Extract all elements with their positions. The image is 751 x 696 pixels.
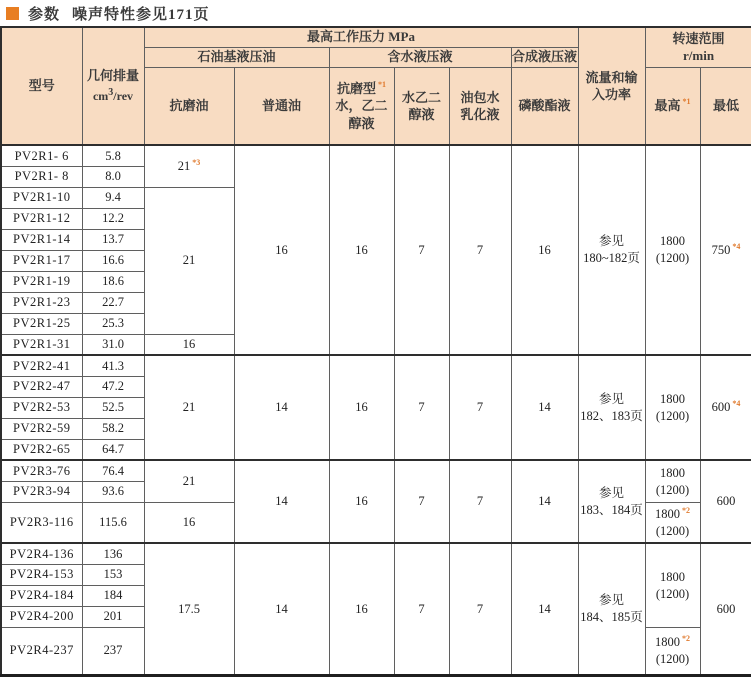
emulsion-value: 7 xyxy=(449,460,511,543)
cell-line: 1800 $^{*2}$ xyxy=(655,505,691,521)
ordinary-oil-value: 14 xyxy=(234,543,329,675)
model-cell: PV2R3-94 xyxy=(1,481,82,502)
max-speed-value xyxy=(645,145,700,355)
model-cell: PV2R4-200 xyxy=(1,606,82,627)
cell-line: 参见 xyxy=(599,593,625,608)
displacement-cell: 31.0 xyxy=(82,334,144,355)
antiwear-oil-value: 21 $^{*3}$ xyxy=(144,145,234,187)
table-row xyxy=(1,355,751,376)
cell-line: 水乙二 xyxy=(401,89,441,105)
footnote-mark: *2 xyxy=(682,633,691,643)
model-cell: PV2R4-237 xyxy=(1,627,82,675)
max-speed-header: 最高 $^{*1}$ xyxy=(645,67,700,145)
model-column-header: 型号 xyxy=(1,27,82,145)
flow-power-ref xyxy=(578,355,645,460)
model-cell: PV2R1-31 xyxy=(1,334,82,355)
footnote-mark: *4 xyxy=(732,399,741,409)
displacement-cell: 237 xyxy=(82,627,144,675)
model-cell: PV2R2-41 xyxy=(1,355,82,376)
cell-line: 180~182页 xyxy=(583,251,640,266)
displacement-cell: 201 xyxy=(82,606,144,627)
displacement-cell: 93.6 xyxy=(82,481,144,502)
max-speed-value xyxy=(645,627,700,675)
phosphate-value: 14 xyxy=(511,460,578,543)
ordinary-oil-value: 14 xyxy=(234,460,329,543)
displacement-cell: 64.7 xyxy=(82,439,144,460)
phosphate-value: 16 xyxy=(511,145,578,355)
model-cell: PV2R1-25 xyxy=(1,313,82,334)
cell-line: 流量和输 xyxy=(585,69,638,85)
speed-range-header xyxy=(645,27,751,67)
cell-line: 参见 xyxy=(599,234,625,249)
antiwear-oil-value: 16 xyxy=(144,334,234,355)
displacement-cell: 9.4 xyxy=(82,187,144,208)
antiwear-oil-value: 21 xyxy=(144,355,234,460)
model-cell: PV2R4-153 xyxy=(1,564,82,585)
min-speed-value: 750 $^{*4}$ xyxy=(700,145,751,355)
antiwear-water-glycol-header xyxy=(329,67,394,145)
displacement-cell: 115.6 xyxy=(82,502,144,543)
petroleum-group-header: 石油基液压油 xyxy=(144,47,329,67)
model-cell: PV2R1-23 xyxy=(1,292,82,313)
cell-line: (1200) xyxy=(655,408,690,423)
antiwear-water-glycol-value: 16 xyxy=(329,355,394,460)
emulsion-value: 7 xyxy=(449,355,511,460)
cell-line: 1800 $^{*2}$ xyxy=(655,633,691,649)
cell-line: 参见 xyxy=(599,485,625,500)
displacement-cell: 8.0 xyxy=(82,166,144,187)
max-speed-value xyxy=(645,355,700,460)
model-cell: PV2R3-76 xyxy=(1,460,82,481)
footnote-mark: *3 xyxy=(192,157,201,167)
cell-line: 醇液 xyxy=(408,107,435,123)
footnote-mark: *4 xyxy=(732,241,741,251)
pressure-group-header: 最高工作压力 MPa xyxy=(144,27,578,47)
cell-line: r/min xyxy=(683,48,715,64)
footnote-mark: *1 xyxy=(378,80,386,90)
cell-line: 醇液 xyxy=(348,115,375,131)
cell-line: 转速范围 xyxy=(672,30,725,46)
cell-line: 抗磨型 $^{*1}$ xyxy=(336,80,386,96)
table-row xyxy=(1,460,751,481)
model-cell: PV2R1- 8 xyxy=(1,166,82,187)
water-glycol-header xyxy=(394,67,449,145)
max-speed-value xyxy=(645,543,700,627)
displacement-cell: 58.2 xyxy=(82,418,144,439)
cell-line: 1800 xyxy=(660,391,686,406)
antiwear-water-glycol-value: 16 xyxy=(329,543,394,675)
cell-line: 1800 xyxy=(660,569,686,584)
cell-line: (1200) xyxy=(655,482,690,497)
displacement-cell: 76.4 xyxy=(82,460,144,481)
flow-power-ref xyxy=(578,543,645,675)
water-glycol-value: 7 xyxy=(394,460,449,543)
displacement-cell: 136 xyxy=(82,543,144,564)
table-row xyxy=(1,145,751,166)
min-speed-value: 600 $^{*4}$ xyxy=(700,355,751,460)
water-glycol-value: 7 xyxy=(394,145,449,355)
ordinary-oil-value: 16 xyxy=(234,145,329,355)
phosphate-ester-header: 磷酸酯液 xyxy=(511,67,578,145)
displacement-cell: 18.6 xyxy=(82,271,144,292)
water-in-oil-emulsion-header xyxy=(449,67,511,145)
displacement-cell: 25.3 xyxy=(82,313,144,334)
model-cell: PV2R2-59 xyxy=(1,418,82,439)
cell-line: 乳化液 xyxy=(460,107,500,123)
antiwear-oil-value: 16 xyxy=(144,502,234,543)
displacement-cell: 16.6 xyxy=(82,250,144,271)
cell-line: 183、184页 xyxy=(580,502,643,517)
antiwear-water-glycol-value: 16 xyxy=(329,145,394,355)
phosphate-value: 14 xyxy=(511,355,578,460)
model-cell: PV2R1-19 xyxy=(1,271,82,292)
section-title-bar xyxy=(0,0,751,26)
min-speed-header: 最低 xyxy=(700,67,751,145)
model-cell: PV2R1-14 xyxy=(1,229,82,250)
model-cell: PV2R4-136 xyxy=(1,543,82,564)
displacement-unit: $cm^3$/rev xyxy=(92,86,134,103)
model-cell: PV2R1- 6 xyxy=(1,145,82,166)
displacement-label: 几何排量 xyxy=(86,68,139,84)
displacement-cell: 47.2 xyxy=(82,376,144,397)
flow-power-ref xyxy=(578,145,645,355)
antiwear-water-glycol-value: 16 xyxy=(329,460,394,543)
cell-line: 184、185页 xyxy=(580,610,643,625)
cell-line: (1200) xyxy=(655,651,690,666)
parameters-table xyxy=(0,26,751,677)
model-cell: PV2R2-53 xyxy=(1,397,82,418)
cell-line: (1200) xyxy=(655,251,690,266)
emulsion-value: 7 xyxy=(449,145,511,355)
section-title: 参数 xyxy=(28,6,61,23)
cell-line: 参见 xyxy=(599,391,625,406)
water-glycol-value: 7 xyxy=(394,543,449,675)
footnote-mark: *1 xyxy=(682,97,691,107)
model-cell: PV2R2-65 xyxy=(1,439,82,460)
ordinary-oil-value: 14 xyxy=(234,355,329,460)
antiwear-oil-header: 抗磨油 xyxy=(144,67,234,145)
model-cell: PV2R2-47 xyxy=(1,376,82,397)
cell-line: 1800 xyxy=(660,234,686,249)
displacement-cell: 5.8 xyxy=(82,145,144,166)
flow-power-header xyxy=(578,27,645,145)
model-cell: PV2R3-116 xyxy=(1,502,82,543)
water-based-group-header: 含水液压液 xyxy=(329,47,511,67)
displacement-cell: 153 xyxy=(82,564,144,585)
model-cell: PV2R4-184 xyxy=(1,585,82,606)
displacement-cell: 41.3 xyxy=(82,355,144,376)
antiwear-oil-value: 21 xyxy=(144,187,234,334)
section-bullet-icon xyxy=(6,7,19,20)
displacement-header xyxy=(82,27,144,145)
water-glycol-value: 7 xyxy=(394,355,449,460)
flow-power-ref xyxy=(578,460,645,543)
min-speed-value: 600 xyxy=(700,460,751,543)
displacement-cell: 22.7 xyxy=(82,292,144,313)
table-row xyxy=(1,543,751,564)
displacement-cell: 12.2 xyxy=(82,208,144,229)
min-speed-value: 600 xyxy=(700,543,751,675)
cell-line: 1800 xyxy=(660,465,686,480)
displacement-cell: 52.5 xyxy=(82,397,144,418)
cell-line: 油包水 xyxy=(460,89,500,105)
model-cell: PV2R1-10 xyxy=(1,187,82,208)
emulsion-value: 7 xyxy=(449,543,511,675)
cell-line: 182、183页 xyxy=(580,408,643,423)
cell-line: (1200) xyxy=(655,523,690,538)
footnote-mark: *2 xyxy=(682,505,691,515)
model-cell: PV2R1-12 xyxy=(1,208,82,229)
displacement-cell: 13.7 xyxy=(82,229,144,250)
cell-line: 水，乙二 xyxy=(335,98,388,114)
displacement-cell: 184 xyxy=(82,585,144,606)
synthetic-group-header: 合成液压液 xyxy=(511,47,578,67)
antiwear-oil-value: 17.5 xyxy=(144,543,234,675)
max-speed-value xyxy=(645,460,700,502)
model-cell: PV2R1-17 xyxy=(1,250,82,271)
ordinary-oil-header: 普通油 xyxy=(234,67,329,145)
cell-line: 入功率 xyxy=(592,87,632,103)
section-subtitle: 噪声特性参见171页 xyxy=(72,6,210,23)
phosphate-value: 14 xyxy=(511,543,578,675)
cell-line: (1200) xyxy=(655,586,690,601)
max-speed-value xyxy=(645,502,700,543)
antiwear-oil-value: 21 xyxy=(144,460,234,502)
